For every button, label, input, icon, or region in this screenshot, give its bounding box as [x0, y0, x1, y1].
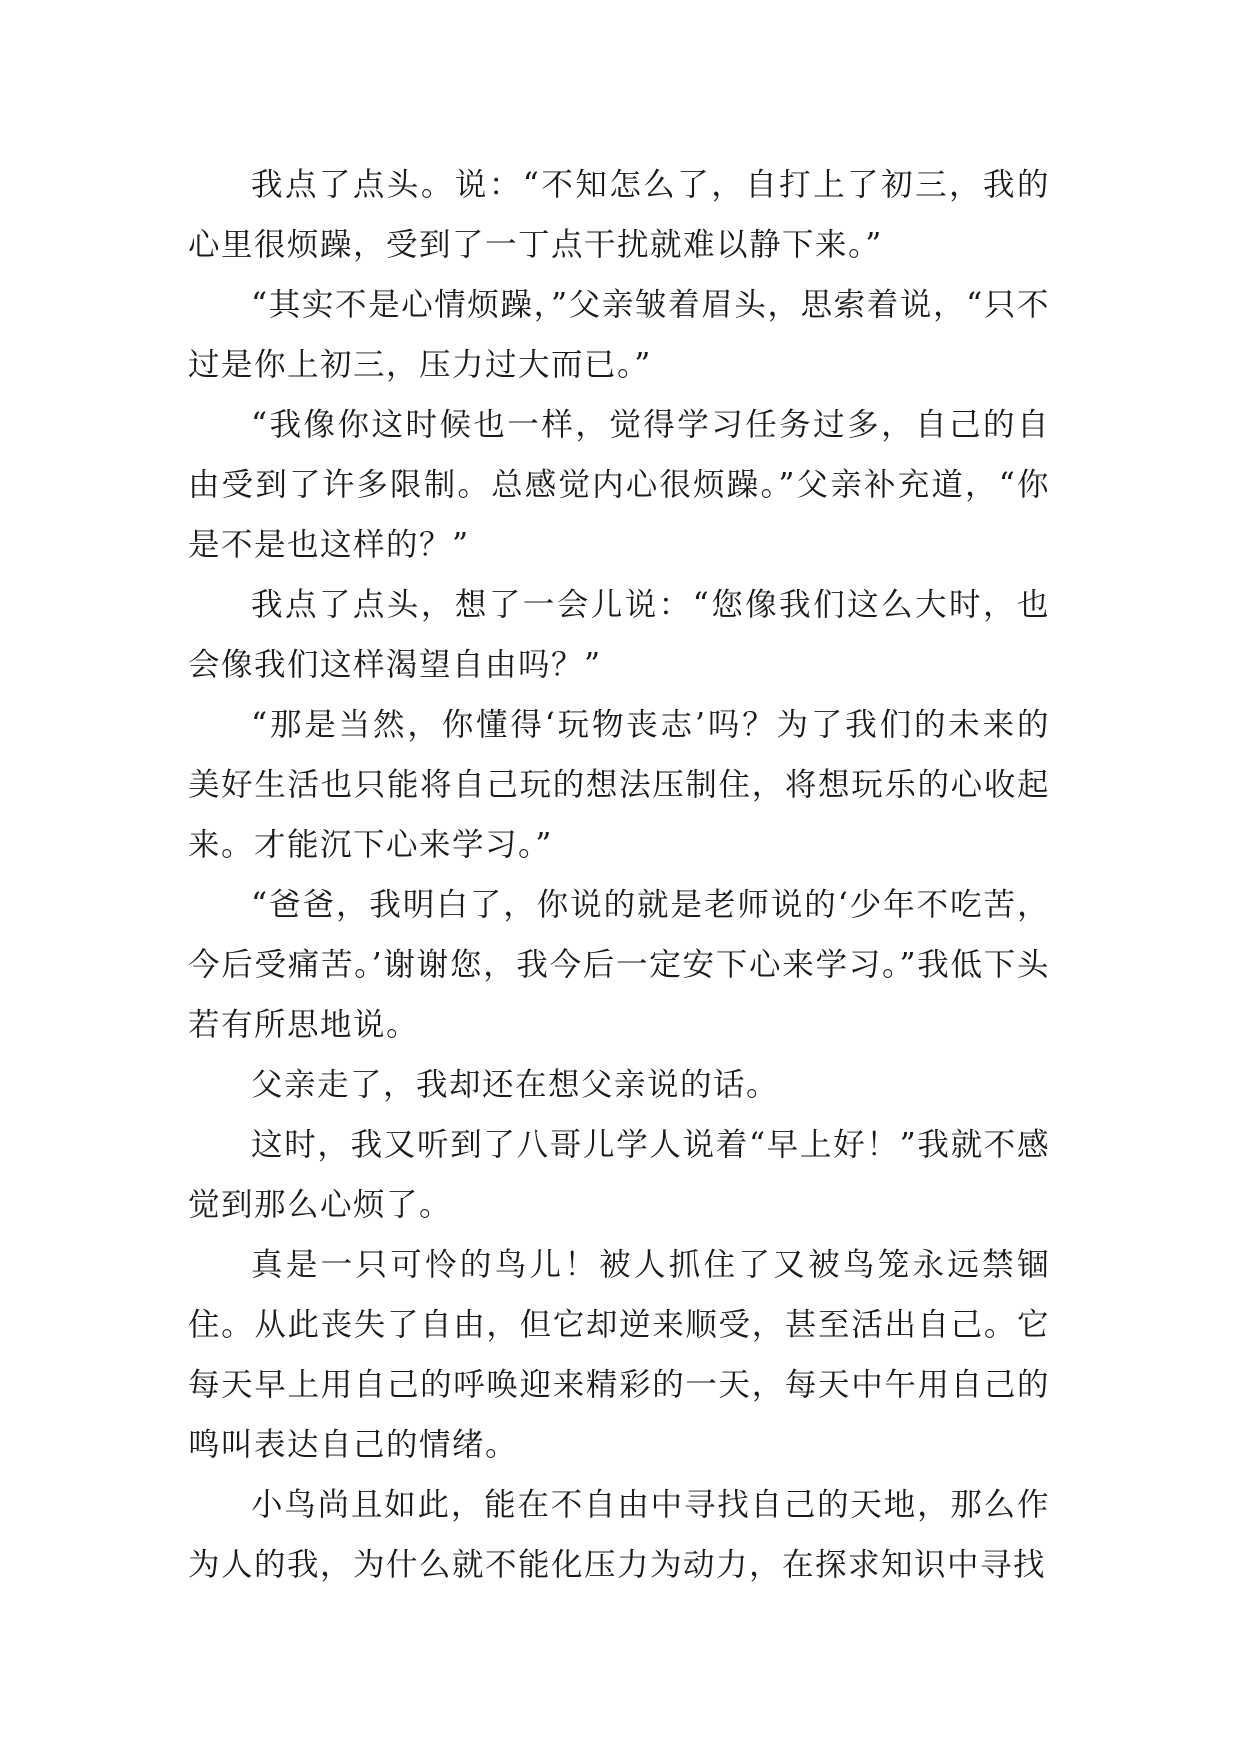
document-body	[188, 155, 1050, 1595]
paragraph: 我点了点头。说：“不知怎么了，自打上了初三，我的心里很烦躁，受到了一丁点干扰就难以静下来。”	[188, 167, 1050, 263]
paragraph: “我像你这时候也一样，觉得学习任务过多，自己的自由受到了许多限制。总感觉内心很烦躁。”父亲补充道，“你是不是也这样的？”	[188, 407, 1050, 563]
paragraph: “那是当然，你懂得‘玩物丧志’吗？为了我们的未来的美好生活也只能将自己玩的想法压制住，将想玩乐的心收起来。才能沉下心来学习。”	[188, 707, 1050, 863]
paragraph: 父亲走了，我却还在想父亲说的话。	[251, 1067, 780, 1103]
paragraph: 这时，我又听到了八哥儿学人说着“早上好！”我就不感觉到那么心烦了。	[188, 1127, 1050, 1223]
paragraph: 真是一只可怜的鸟儿！被人抓住了又被鸟笼永远禁锢住。从此丧失了自由，但它却逆来顺受，甚至活出自己。它每天早上用自己的呼唤迎来精彩的一天，每天中午用自己的鸣叫表达自己的情绪。	[188, 1247, 1050, 1463]
paragraph: 小鸟尚且如此，能在不自由中寻找自己的天地，那么作为人的我，为什么就不能化压力为动力，在探求知识中寻找	[188, 1487, 1050, 1583]
paragraph: “爸爸，我明白了，你说的就是老师说的‘少年不吃苦，今后受痛苦。’谢谢您，我今后一定安下心来学习。”我低下头若有所思地说。	[188, 887, 1050, 1043]
paragraph: “其实不是心情烦躁，”父亲皱着眉头，思索着说，“只不过是你上初三，压力过大而已。”	[188, 287, 1050, 383]
paragraph: 我点了点头，想了一会儿说：“您像我们这么大时，也会像我们这样渴望自由吗？”	[188, 587, 1050, 683]
